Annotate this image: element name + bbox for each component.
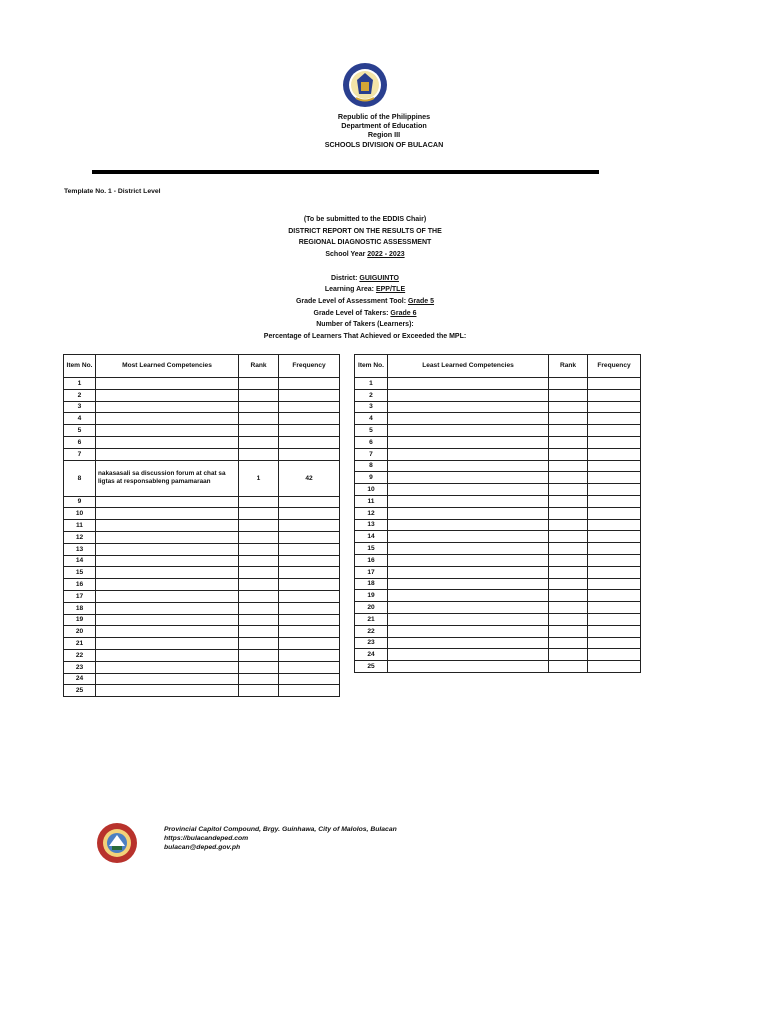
item-no-cell: 3 xyxy=(64,401,96,413)
item-no-cell: 6 xyxy=(64,436,96,448)
frequency-cell xyxy=(588,460,641,472)
competency-cell xyxy=(388,436,549,448)
rank-cell xyxy=(239,638,279,650)
competency-cell xyxy=(96,389,239,401)
frequency-cell xyxy=(279,378,340,390)
item-no-cell: 12 xyxy=(355,507,388,519)
frequency-cell xyxy=(588,425,641,437)
frequency-cell xyxy=(588,448,641,460)
competency-cell xyxy=(388,602,549,614)
competency-cell xyxy=(388,507,549,519)
least-learned-table xyxy=(354,354,641,673)
table-row xyxy=(64,436,340,448)
table-header-row xyxy=(64,355,340,378)
item-no-cell: 18 xyxy=(355,578,388,590)
frequency-cell xyxy=(279,448,340,460)
item-no-cell: 7 xyxy=(355,448,388,460)
item-no-cell: 4 xyxy=(355,413,388,425)
grade-level-tool: Grade Level of Assessment Tool: Grade 5 xyxy=(295,297,435,305)
rank-cell xyxy=(239,649,279,661)
rank-cell xyxy=(549,436,588,448)
table-row xyxy=(355,625,641,637)
competency-cell xyxy=(388,378,549,390)
rank-cell xyxy=(239,389,279,401)
report-heading xyxy=(0,214,730,343)
table-row xyxy=(64,602,340,614)
rank-cell xyxy=(549,401,588,413)
item-no-cell: 23 xyxy=(355,637,388,649)
frequency-cell xyxy=(588,625,641,637)
frequency-cell xyxy=(279,389,340,401)
frequency-cell xyxy=(279,401,340,413)
table-row xyxy=(355,425,641,437)
frequency-cell xyxy=(279,555,340,567)
competency-cell xyxy=(96,496,239,508)
table-row xyxy=(64,508,340,520)
competency-cell xyxy=(388,637,549,649)
rank-cell xyxy=(549,507,588,519)
frequency-cell: 42 xyxy=(279,460,340,496)
item-no-cell: 16 xyxy=(64,579,96,591)
table-row xyxy=(355,448,641,460)
header-divider xyxy=(92,170,599,174)
frequency-cell xyxy=(588,554,641,566)
item-no-cell: 5 xyxy=(64,425,96,437)
competency-cell xyxy=(388,649,549,661)
item-no-cell: 5 xyxy=(355,425,388,437)
item-no-cell: 18 xyxy=(64,602,96,614)
rank-cell xyxy=(549,495,588,507)
frequency-cell xyxy=(588,590,641,602)
rank-cell xyxy=(549,613,588,625)
competency-cell xyxy=(388,425,549,437)
item-no-cell: 25 xyxy=(64,685,96,697)
frequency-cell xyxy=(588,649,641,661)
header-line: SCHOOLS DIVISION OF BULACAN xyxy=(324,139,444,149)
rank-cell xyxy=(549,625,588,637)
table-row xyxy=(64,531,340,543)
competency-cell xyxy=(96,626,239,638)
competency-cell xyxy=(96,543,239,555)
competency-cell xyxy=(388,590,549,602)
competency-cell xyxy=(388,472,549,484)
frequency-cell xyxy=(588,531,641,543)
table-row xyxy=(355,590,641,602)
competency-cell xyxy=(96,661,239,673)
rank-cell xyxy=(239,673,279,685)
table-row xyxy=(355,472,641,484)
district: District: GUIGUINTO xyxy=(331,274,399,282)
header-frequency: Frequency xyxy=(588,355,641,378)
item-no-cell: 10 xyxy=(355,484,388,496)
footer-email-link[interactable]: bulacan@deped.gov.ph xyxy=(164,844,241,851)
table-row xyxy=(355,531,641,543)
frequency-cell xyxy=(279,425,340,437)
frequency-cell xyxy=(588,613,641,625)
table-row xyxy=(355,637,641,649)
competency-cell xyxy=(96,436,239,448)
competency-cell xyxy=(388,484,549,496)
item-no-cell: 12 xyxy=(64,531,96,543)
frequency-cell xyxy=(279,413,340,425)
rank-cell xyxy=(239,425,279,437)
most-learned-table xyxy=(63,354,340,697)
report-title-line1: DISTRICT REPORT ON THE RESULTS OF THE xyxy=(288,227,442,235)
frequency-cell xyxy=(279,602,340,614)
competency-cell xyxy=(96,378,239,390)
rank-cell xyxy=(549,519,588,531)
item-no-cell: 15 xyxy=(64,567,96,579)
item-no-cell: 2 xyxy=(355,389,388,401)
competency-cell xyxy=(388,613,549,625)
competency-cell xyxy=(96,567,239,579)
table-row xyxy=(64,389,340,401)
rank-cell xyxy=(549,578,588,590)
rank-cell xyxy=(239,567,279,579)
table-row xyxy=(64,638,340,650)
frequency-cell xyxy=(588,602,641,614)
rank-cell: 1 xyxy=(239,460,279,496)
competency-cell xyxy=(388,389,549,401)
table-row xyxy=(355,649,641,661)
frequency-cell xyxy=(588,637,641,649)
item-no-cell: 6 xyxy=(355,436,388,448)
rank-cell xyxy=(239,626,279,638)
table-row xyxy=(355,566,641,578)
frequency-cell xyxy=(279,543,340,555)
table-row xyxy=(355,602,641,614)
item-no-cell: 8 xyxy=(64,460,96,496)
grade-level-takers: Grade Level of Takers: Grade 6 xyxy=(313,309,417,317)
item-no-cell: 20 xyxy=(355,602,388,614)
footer-address: Provincial Capitol Compound, Brgy. Guinhawa, City of Malolos, Bulacan xyxy=(164,826,397,833)
table-row xyxy=(355,401,641,413)
rank-cell xyxy=(239,579,279,591)
competency-cell xyxy=(388,448,549,460)
table-row xyxy=(355,507,641,519)
rank-cell xyxy=(239,685,279,697)
table-row xyxy=(64,626,340,638)
frequency-cell xyxy=(588,543,641,555)
item-no-cell: 20 xyxy=(64,626,96,638)
rank-cell xyxy=(239,661,279,673)
rank-cell xyxy=(549,389,588,401)
item-no-cell: 21 xyxy=(64,638,96,650)
frequency-cell xyxy=(588,378,641,390)
header-rank: Rank xyxy=(239,355,279,378)
rank-cell xyxy=(239,614,279,626)
rank-cell xyxy=(239,555,279,567)
frequency-cell xyxy=(279,520,340,532)
header-item-no: Item No. xyxy=(64,355,96,378)
header-line: Republic of the Philippines xyxy=(337,112,431,121)
table-row xyxy=(355,578,641,590)
rank-cell xyxy=(549,472,588,484)
header-item-no: Item No. xyxy=(355,355,388,378)
table-row xyxy=(355,378,641,390)
item-no-cell: 19 xyxy=(64,614,96,626)
table-row xyxy=(355,519,641,531)
rank-cell xyxy=(239,448,279,460)
table-row xyxy=(64,673,340,685)
table-row xyxy=(64,567,340,579)
rank-cell xyxy=(239,401,279,413)
table-row xyxy=(355,554,641,566)
agency-header xyxy=(0,112,768,149)
rank-cell xyxy=(549,649,588,661)
competency-cell xyxy=(96,638,239,650)
header-frequency: Frequency xyxy=(279,355,340,378)
table-row xyxy=(64,460,340,496)
header-competencies: Most Learned Competencies xyxy=(96,355,239,378)
rank-cell xyxy=(239,508,279,520)
frequency-cell xyxy=(588,661,641,673)
competency-cell xyxy=(96,602,239,614)
table-row xyxy=(64,590,340,602)
table-row xyxy=(64,555,340,567)
rank-cell xyxy=(239,590,279,602)
item-no-cell: 14 xyxy=(64,555,96,567)
rank-cell xyxy=(239,436,279,448)
item-no-cell: 17 xyxy=(355,566,388,578)
item-no-cell: 25 xyxy=(355,661,388,673)
rank-cell xyxy=(549,425,588,437)
frequency-cell xyxy=(279,649,340,661)
frequency-cell xyxy=(279,661,340,673)
frequency-cell xyxy=(588,413,641,425)
deped-seal-logo xyxy=(342,62,388,108)
competency-cell xyxy=(388,401,549,413)
competency-cell xyxy=(388,531,549,543)
rank-cell xyxy=(549,590,588,602)
rank-cell xyxy=(549,661,588,673)
item-no-cell: 11 xyxy=(64,520,96,532)
rank-cell xyxy=(549,413,588,425)
competency-cell xyxy=(96,579,239,591)
table-row xyxy=(64,520,340,532)
item-no-cell: 22 xyxy=(64,649,96,661)
item-no-cell: 1 xyxy=(355,378,388,390)
item-no-cell: 21 xyxy=(355,613,388,625)
competency-cell xyxy=(388,413,549,425)
footer-contact xyxy=(164,825,397,852)
table-row xyxy=(64,425,340,437)
item-no-cell: 4 xyxy=(64,413,96,425)
school-year: School Year 2022 - 2023 xyxy=(325,251,405,259)
competency-cell xyxy=(96,685,239,697)
rank-cell xyxy=(549,554,588,566)
competency-cell xyxy=(388,661,549,673)
table-row xyxy=(64,378,340,390)
table-row xyxy=(64,496,340,508)
number-of-takers: Number of Takers (Learners): xyxy=(316,321,414,329)
competency-cell xyxy=(96,425,239,437)
frequency-cell xyxy=(588,566,641,578)
item-no-cell: 1 xyxy=(64,378,96,390)
item-no-cell: 10 xyxy=(64,508,96,520)
footer-website-link[interactable]: https://bulacandeped.com xyxy=(164,835,249,842)
item-no-cell: 11 xyxy=(355,495,388,507)
frequency-cell xyxy=(279,496,340,508)
rank-cell xyxy=(239,413,279,425)
competency-cell xyxy=(96,508,239,520)
frequency-cell xyxy=(588,484,641,496)
frequency-cell xyxy=(588,472,641,484)
frequency-cell xyxy=(279,626,340,638)
frequency-cell xyxy=(588,389,641,401)
rank-cell xyxy=(549,484,588,496)
frequency-cell xyxy=(279,579,340,591)
report-title-line2: REGIONAL DIAGNOSTIC ASSESSMENT xyxy=(298,239,432,247)
item-no-cell: 17 xyxy=(64,590,96,602)
item-no-cell: 2 xyxy=(64,389,96,401)
template-number: Template No. 1 - District Level xyxy=(64,188,161,195)
table-row xyxy=(355,389,641,401)
item-no-cell: 23 xyxy=(64,661,96,673)
item-no-cell: 7 xyxy=(64,448,96,460)
competency-cell xyxy=(388,543,549,555)
submit-note: (To be submitted to the EDDIS Chair) xyxy=(303,216,427,223)
percentage-mpl: Percentage of Learners That Achieved or Exceeded the MPL: xyxy=(263,333,467,341)
frequency-cell xyxy=(279,614,340,626)
competency-cell xyxy=(388,578,549,590)
competency-cell xyxy=(96,448,239,460)
competency-cell xyxy=(388,554,549,566)
frequency-cell xyxy=(588,519,641,531)
rank-cell xyxy=(239,602,279,614)
header-competencies: Least Learned Competencies xyxy=(388,355,549,378)
competency-cell xyxy=(388,566,549,578)
header-line: Department of Education xyxy=(341,121,427,131)
bulacan-division-seal-logo xyxy=(96,822,138,864)
rank-cell xyxy=(549,543,588,555)
rank-cell xyxy=(549,602,588,614)
competency-cell xyxy=(96,590,239,602)
header-rank: Rank xyxy=(549,355,588,378)
item-no-cell: 8 xyxy=(355,460,388,472)
competency-cell xyxy=(388,495,549,507)
item-no-cell: 15 xyxy=(355,543,388,555)
table-row xyxy=(355,460,641,472)
rank-cell xyxy=(239,496,279,508)
item-no-cell: 9 xyxy=(355,472,388,484)
frequency-cell xyxy=(588,495,641,507)
item-no-cell: 13 xyxy=(64,543,96,555)
item-no-cell: 19 xyxy=(355,590,388,602)
rank-cell xyxy=(239,378,279,390)
frequency-cell xyxy=(279,436,340,448)
frequency-cell xyxy=(279,590,340,602)
table-row xyxy=(355,436,641,448)
competency-cell xyxy=(96,531,239,543)
competency-cell: nakasasali sa discussion forum at chat sa ligtas at responsableng pamamaraan xyxy=(96,460,239,496)
item-no-cell: 13 xyxy=(355,519,388,531)
item-no-cell: 22 xyxy=(355,625,388,637)
rank-cell xyxy=(549,448,588,460)
frequency-cell xyxy=(279,685,340,697)
table-row xyxy=(64,579,340,591)
frequency-cell xyxy=(279,638,340,650)
competency-cell xyxy=(96,649,239,661)
frequency-cell xyxy=(279,567,340,579)
table-row xyxy=(355,495,641,507)
table-row xyxy=(64,543,340,555)
competency-cell xyxy=(96,520,239,532)
item-no-cell: 9 xyxy=(64,496,96,508)
table-row xyxy=(355,613,641,625)
competency-cell xyxy=(96,673,239,685)
competency-cell xyxy=(96,614,239,626)
competency-cell xyxy=(96,401,239,413)
frequency-cell xyxy=(588,401,641,413)
learning-area: Learning Area: EPP/TLE xyxy=(324,286,406,294)
header-line: Region III xyxy=(367,130,401,140)
table-row xyxy=(355,413,641,425)
frequency-cell xyxy=(588,436,641,448)
table-row xyxy=(64,614,340,626)
frequency-cell xyxy=(279,673,340,685)
frequency-cell xyxy=(588,578,641,590)
rank-cell xyxy=(239,520,279,532)
rank-cell xyxy=(239,543,279,555)
rank-cell xyxy=(549,566,588,578)
item-no-cell: 16 xyxy=(355,554,388,566)
item-no-cell: 24 xyxy=(355,649,388,661)
table-row xyxy=(64,649,340,661)
competency-cell xyxy=(388,625,549,637)
rank-cell xyxy=(549,460,588,472)
table-header-row xyxy=(355,355,641,378)
item-no-cell: 3 xyxy=(355,401,388,413)
rank-cell xyxy=(239,531,279,543)
competency-cell xyxy=(96,413,239,425)
competency-cell xyxy=(388,519,549,531)
table-row xyxy=(355,484,641,496)
frequency-cell xyxy=(279,531,340,543)
table-row xyxy=(64,448,340,460)
frequency-cell xyxy=(279,508,340,520)
table-row xyxy=(64,401,340,413)
competency-cell xyxy=(388,460,549,472)
table-row xyxy=(64,685,340,697)
table-row xyxy=(64,413,340,425)
item-no-cell: 24 xyxy=(64,673,96,685)
rank-cell xyxy=(549,531,588,543)
table-row xyxy=(355,661,641,673)
rank-cell xyxy=(549,637,588,649)
item-no-cell: 14 xyxy=(355,531,388,543)
table-row xyxy=(355,543,641,555)
frequency-cell xyxy=(588,507,641,519)
rank-cell xyxy=(549,378,588,390)
competency-cell xyxy=(96,555,239,567)
table-row xyxy=(64,661,340,673)
